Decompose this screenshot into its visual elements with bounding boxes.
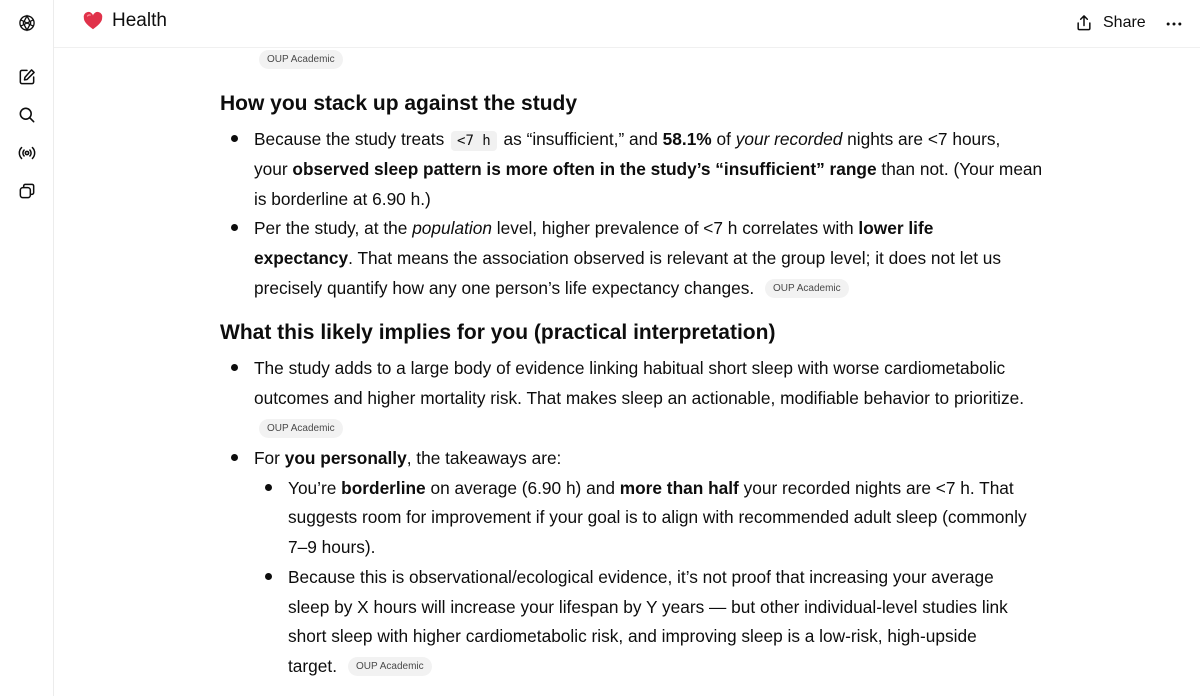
citation-chip[interactable]: OUP Academic [765,279,849,298]
bullet [231,454,238,461]
sub-bullet [265,573,272,580]
paragraph-line: precisely quantify how any one person’s life expectancy changes. [254,278,755,298]
section-heading: What this likely implies for you (practical interpretation) [220,321,776,344]
citation-chip[interactable]: OUP Academic [348,657,432,676]
paragraph-line: Because the study treats <7 h as “insufficient,” and 58.1% of your recorded nights are <7 hours, [254,129,1001,149]
citation-chip[interactable]: OUP Academic [259,419,343,438]
paragraph-line: For you personally, the takeaways are: [254,448,562,468]
paragraph-line: your observed sleep pattern is more often in the study’s “insufficient” range than not. (Your mean [254,159,1043,179]
page-title: Health [112,10,167,31]
paragraph-line: is borderline at 6.90 h.) [254,189,431,209]
paragraph-line: outcomes and higher mortality risk. That makes sleep an actionable, modifiable behavior to prioritize. [254,388,1025,408]
paragraph-line: short sleep with higher cardiometabolic risk, and improving sleep is a low-risk, high-upside [288,626,977,646]
sub-bullet [265,484,272,491]
section-heading: How you stack up against the study [220,92,578,115]
paragraph-line: suggests room for improvement if your goal is to align with recommended adult sleep (commonly [288,507,1027,527]
paragraph-line: Because this is observational/ecological evidence, it’s not proof that increasing your average [288,567,994,587]
bullet [231,135,238,142]
paragraph-line: Per the study, at the population level, higher prevalence of <7 h correlates with lower life [254,218,934,238]
share-label: Share [1103,14,1146,31]
paragraph-line: target. [288,656,337,676]
paragraph-line: You’re borderline on average (6.90 h) and more than half your recorded nights are <7 h. That [288,478,1014,498]
bullet [231,224,238,231]
bullet [231,364,238,371]
citation-chip[interactable]: OUP Academic [259,50,343,69]
paragraph-line: sleep by X hours will increase your lifespan by Y years — but other individual-level studies link [288,597,1008,617]
inline-code: <7 h [451,131,497,151]
paragraph-line: The study adds to a large body of evidence linking habitual short sleep with worse cardiometabolic [254,358,1006,378]
paragraph-line: expectancy. That means the association observed is relevant at the group level; it does not let us [254,248,1002,268]
paragraph-line: 7–9 hours). [288,537,376,557]
